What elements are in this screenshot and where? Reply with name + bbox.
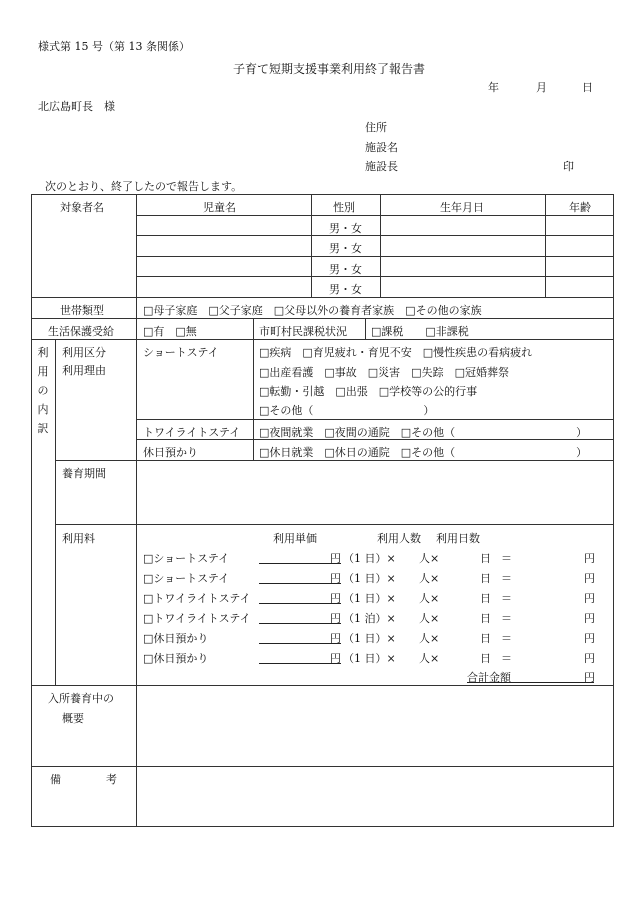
date-day: 日 <box>582 81 593 94</box>
fee-row-people: 人× <box>419 572 440 585</box>
facility-name-label: 施設名 <box>365 141 398 154</box>
fee-row-yen: 円 <box>330 652 341 665</box>
unit-price-blank <box>259 663 341 664</box>
unit-price-blank <box>259 643 341 644</box>
fee-row-unit: （1 日）× <box>343 552 396 565</box>
fee-row-people: 人× <box>419 592 440 605</box>
fee-row-result: 円 <box>584 652 595 665</box>
fee-row-type: □トワイライトステイ <box>143 612 251 625</box>
fee-row-type: □ショートステイ <box>143 552 230 565</box>
fee-row-result: 円 <box>584 572 595 585</box>
date-year: 年 <box>488 81 499 94</box>
short-stay-label: ショートステイ <box>143 346 219 359</box>
fee-row-equals: ＝ <box>501 612 512 625</box>
fee-row-equals: ＝ <box>501 632 512 645</box>
short-stay-reason: □その他（ ） <box>259 404 435 417</box>
fee-row-yen: 円 <box>330 632 341 645</box>
overview-label-line2: 概要 <box>62 712 84 725</box>
unit-price-blank <box>259 583 341 584</box>
household-type-label: 世帯類型 <box>60 304 104 317</box>
fee-row-equals: ＝ <box>501 592 512 605</box>
total-amount-underline <box>467 682 594 683</box>
fee-row-yen: 円 <box>330 572 341 585</box>
page-title: 子育て短期支援事業利用終了報告書 <box>233 62 426 76</box>
fee-row-days: 日 <box>480 632 491 645</box>
usage-category-label: 利用区分 <box>62 346 106 359</box>
fee-row-type: □休日預かり <box>143 632 209 645</box>
fee-row-people: 人× <box>419 612 440 625</box>
twilight-stay-label: トワイライトステイ <box>143 426 241 439</box>
fee-row-people: 人× <box>419 652 440 665</box>
usage-reason-label: 利用理由 <box>62 364 106 377</box>
fee-row-equals: ＝ <box>501 552 512 565</box>
total-amount-yen: 円 <box>584 671 595 684</box>
fee-row-days: 日 <box>480 572 491 585</box>
fee-row-unit: （1 日）× <box>343 652 396 665</box>
fee-row-result: 円 <box>584 612 595 625</box>
holiday-reasons: □休日就業 □休日の通院 □その他（ ） <box>259 446 588 459</box>
welfare-options: □有 □無 <box>143 325 197 338</box>
addressee: 北広島町長 様 <box>38 100 115 113</box>
unit-price-header: 利用単価 <box>273 532 317 545</box>
unit-price-blank <box>259 563 341 564</box>
fee-row-unit: （1 日）× <box>343 592 396 605</box>
overview-label-line1: 入所養育中の <box>48 692 114 705</box>
unit-price-blank <box>259 603 341 604</box>
fee-row-yen: 円 <box>330 552 341 565</box>
remarks-label-left: 備 <box>50 773 61 786</box>
tax-status-options: □課税 □非課税 <box>371 325 469 338</box>
director-label: 施設長 <box>365 160 398 173</box>
fee-row-type: □ショートステイ <box>143 572 230 585</box>
holiday-care-label: 休日預かり <box>143 446 198 459</box>
fee-row-days: 日 <box>480 612 491 625</box>
sex-option: 男・女 <box>329 263 362 276</box>
fee-row-unit: （1 泊）× <box>343 612 396 625</box>
fee-row-people: 人× <box>419 552 440 565</box>
fee-row-equals: ＝ <box>501 652 512 665</box>
total-amount-label: 合計金額 <box>467 671 511 684</box>
target-persons-label: 対象者名 <box>60 201 104 214</box>
usage-breakdown-label: 利 用 の 内 訳 <box>37 346 49 435</box>
care-period-label: 養育期間 <box>62 467 106 480</box>
people-count-header: 利用人数 <box>377 532 421 545</box>
sex-header: 性別 <box>333 201 355 214</box>
fee-row-result: 円 <box>584 592 595 605</box>
fee-row-unit: （1 日）× <box>343 572 396 585</box>
tax-status-label: 市町村民課税状況 <box>259 325 347 338</box>
sex-option: 男・女 <box>329 283 362 296</box>
fee-row-type: □休日預かり <box>143 652 209 665</box>
fee-row-result: 円 <box>584 552 595 565</box>
fee-row-days: 日 <box>480 652 491 665</box>
date-month: 月 <box>536 81 547 94</box>
short-stay-reason: □疾病 □育児疲れ・育児不安 □慢性疾患の看病疲れ <box>259 346 533 359</box>
fee-row-days: 日 <box>480 552 491 565</box>
short-stay-reason: □出産看護 □事故 □災害 □失踪 □冠婚葬祭 <box>259 366 509 379</box>
fee-row-yen: 円 <box>330 612 341 625</box>
fee-label: 利用料 <box>62 532 95 545</box>
days-count-header: 利用日数 <box>436 532 480 545</box>
remarks-label-right: 考 <box>106 773 117 786</box>
form-number: 様式第 15 号（第 13 条関係） <box>38 40 190 53</box>
fee-row-unit: （1 日）× <box>343 632 396 645</box>
child-name-header: 児童名 <box>203 201 236 214</box>
fee-row-people: 人× <box>419 632 440 645</box>
sex-option: 男・女 <box>329 242 362 255</box>
unit-price-blank <box>259 623 341 624</box>
fee-row-days: 日 <box>480 592 491 605</box>
address-label: 住所 <box>365 121 387 134</box>
fee-row-equals: ＝ <box>501 572 512 585</box>
short-stay-reason: □転勤・引越 □出張 □学校等の公的行事 <box>259 385 478 398</box>
intro-text: 次のとおり、終了したので報告します。 <box>45 180 243 193</box>
twilight-reasons: □夜間就業 □夜間の通院 □その他（ ） <box>259 426 588 439</box>
household-type-options: □母子家庭 □父子家庭 □父母以外の養育者家族 □その他の家族 <box>143 304 482 317</box>
age-header: 年齢 <box>569 201 591 214</box>
fee-row-result: 円 <box>584 632 595 645</box>
seal-mark: 印 <box>563 160 574 173</box>
fee-row-type: □トワイライトステイ <box>143 592 251 605</box>
fee-row-yen: 円 <box>330 592 341 605</box>
sex-option: 男・女 <box>329 222 362 235</box>
welfare-label: 生活保護受給 <box>48 325 114 338</box>
report-table <box>31 194 614 827</box>
birthdate-header: 生年月日 <box>440 201 484 214</box>
